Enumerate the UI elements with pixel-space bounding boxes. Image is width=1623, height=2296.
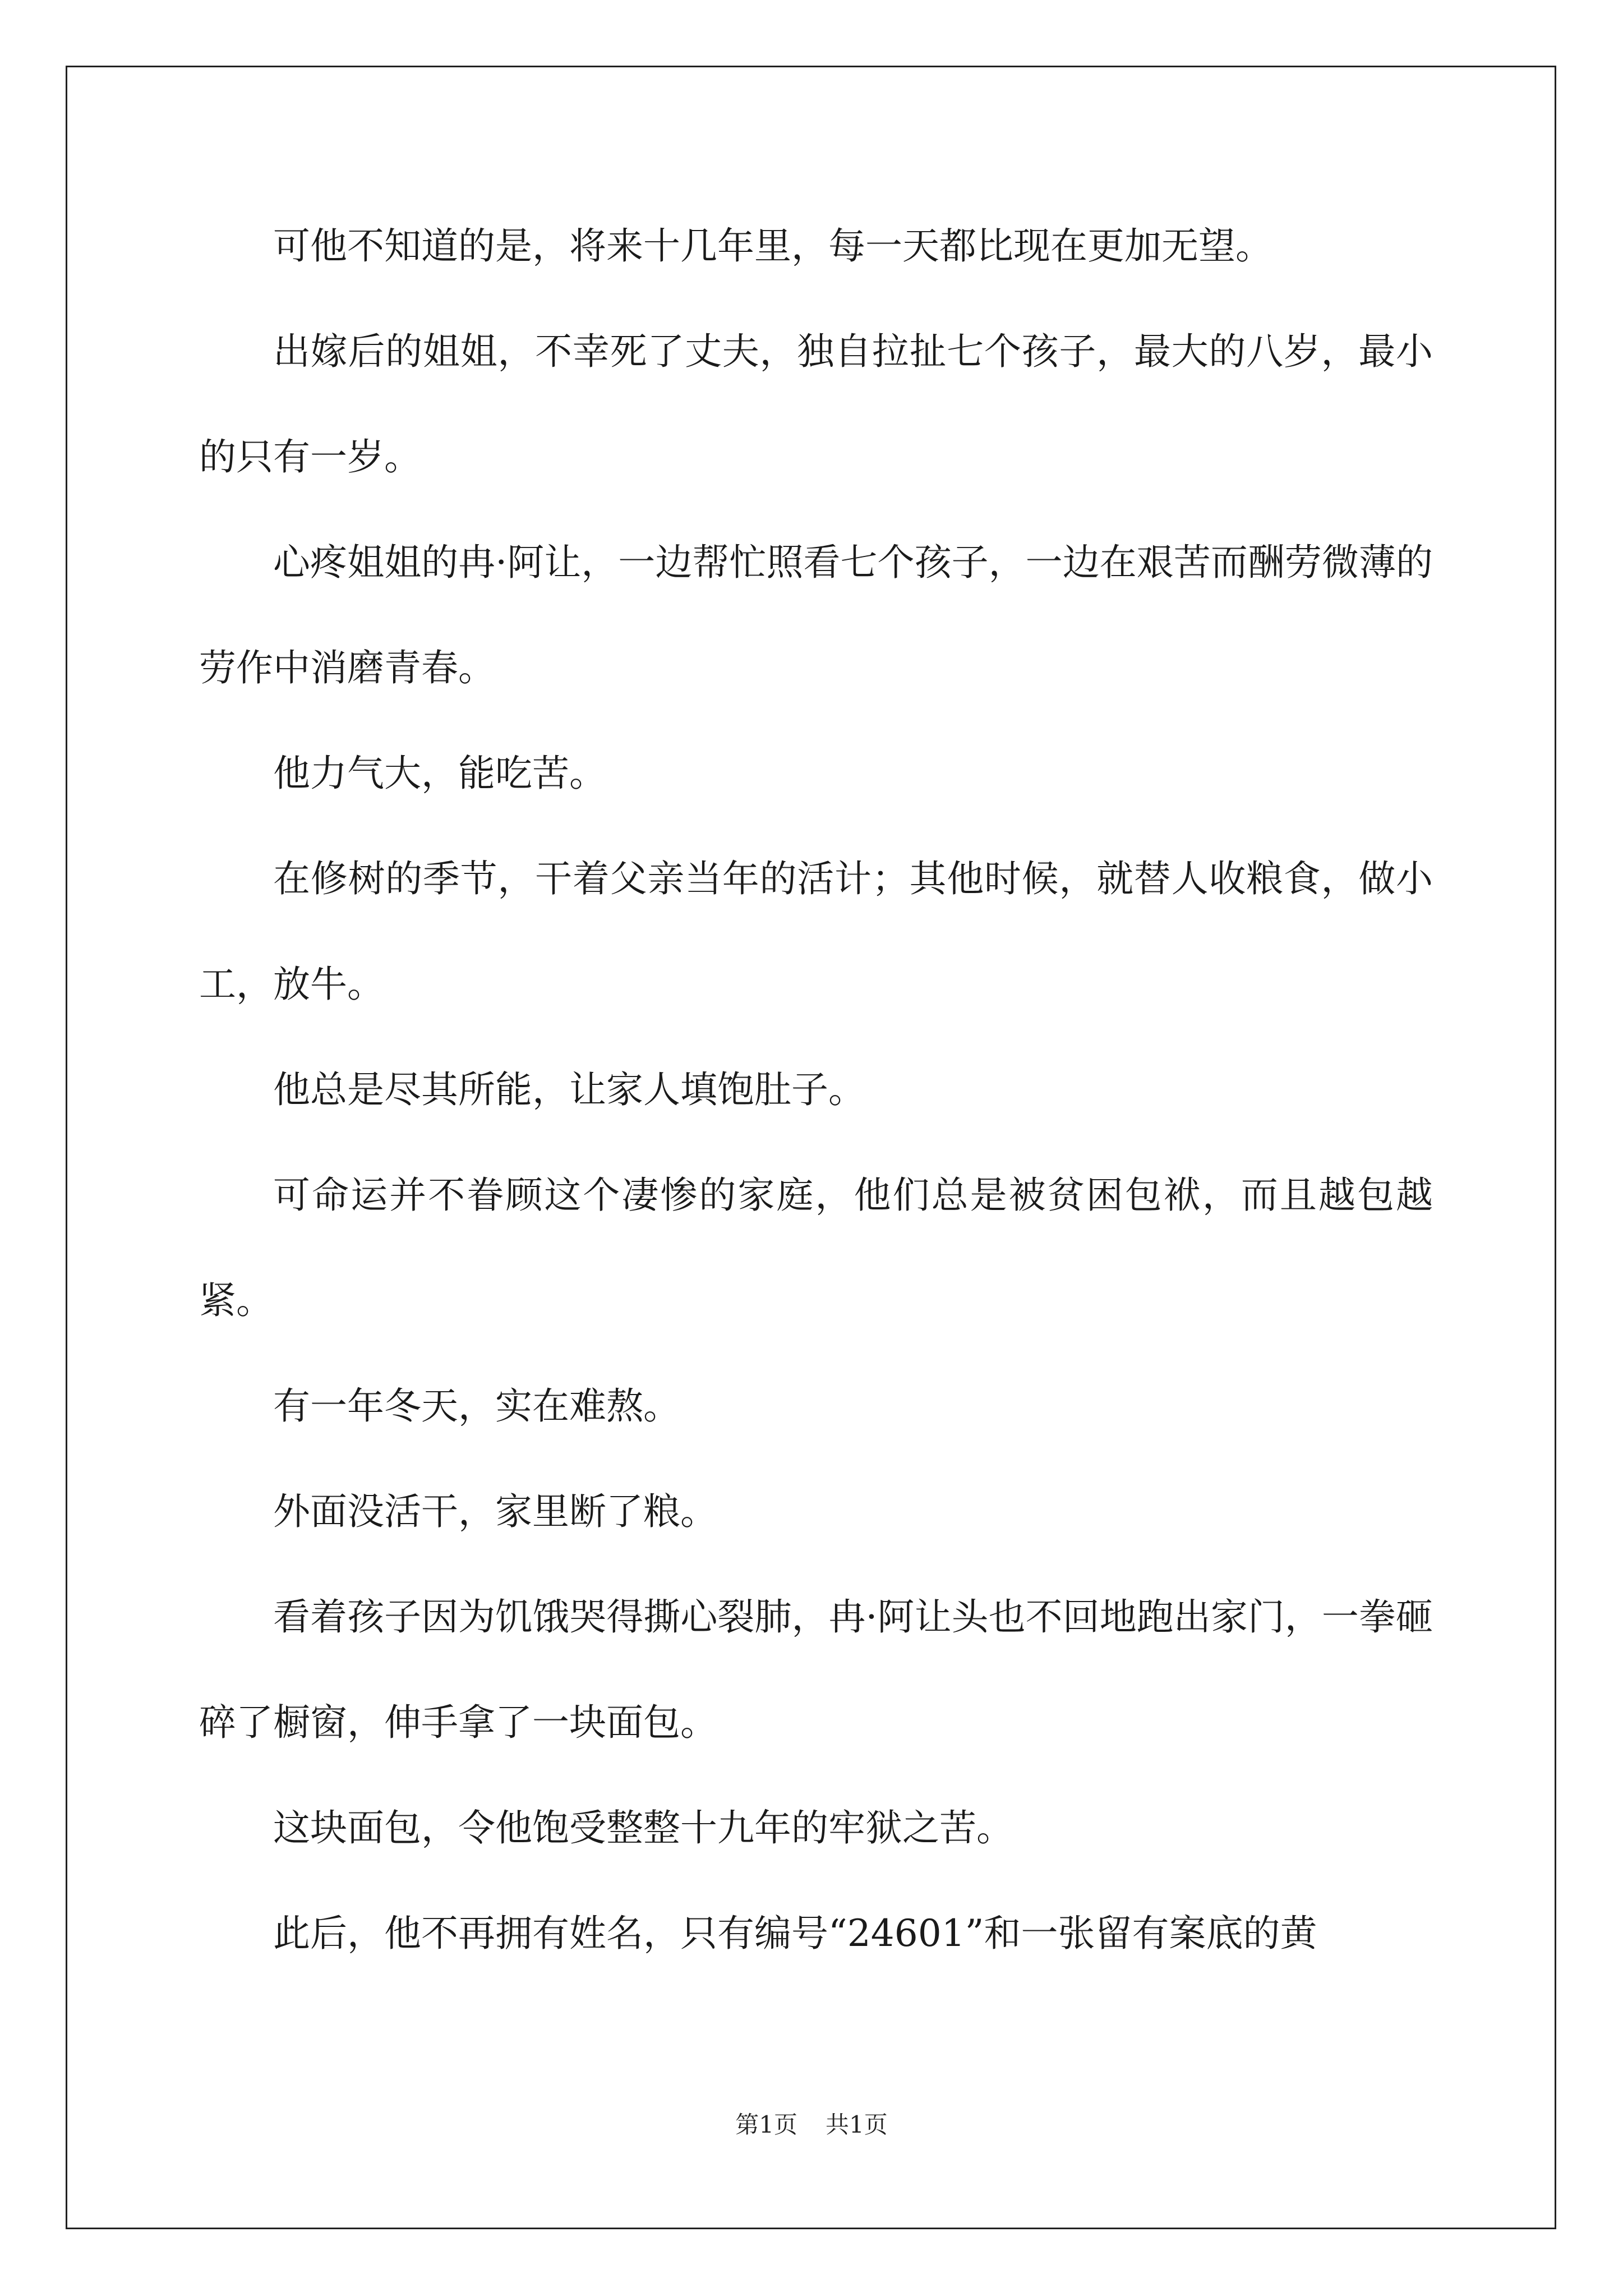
page-number: 第1页 bbox=[735, 2111, 797, 2138]
paragraph-4: 他力气大，能吃苦。 bbox=[273, 752, 606, 795]
paragraph-9: 外面没活干，家里断了粮。 bbox=[273, 1490, 717, 1533]
paragraph-8: 有一年冬天，实在难熬。 bbox=[273, 1384, 680, 1428]
document-body bbox=[199, 194, 1433, 1986]
paragraph-2: 出嫁后的姐姐，不幸死了丈夫，独自拉扯七个孩子，最大的八岁，最小的只有一岁。 bbox=[199, 330, 1433, 478]
paragraph-6: 他总是尽其所能，让家人填饱肚子。 bbox=[273, 1068, 865, 1111]
paragraph-10: 看着孩子因为饥饿哭得撕心裂肺，冉·阿让头也不回地跑出家门，一拳砸碎了橱窗，伸手拿了一块面包。 bbox=[199, 1595, 1433, 1744]
paragraph-3: 心疼姐姐的冉·阿让，一边帮忙照看七个孩子，一边在艰苦而酬劳微薄的劳作中消磨青春。 bbox=[199, 541, 1433, 689]
paragraph-5: 在修树的季节，干着父亲当年的活计；其他时候，就替人收粮食，做小工，放牛。 bbox=[199, 857, 1433, 1006]
paragraph-1: 可他不知道的是，将来十几年里，每一天都比现在更加无望。 bbox=[273, 224, 1272, 268]
paragraph-12: 此后，他不再拥有姓名，只有编号“24601”和一张留有案底的黄 bbox=[273, 1912, 1317, 1955]
paragraph-11: 这块面包，令他饱受整整十九年的牢狱之苦。 bbox=[273, 1806, 1013, 1849]
page-total: 共1页 bbox=[826, 2111, 888, 2138]
page-footer bbox=[0, 2106, 1623, 2140]
paragraph-7: 可命运并不眷顾这个凄惨的家庭，他们总是被贫困包袱，而且越包越紧。 bbox=[199, 1174, 1433, 1322]
